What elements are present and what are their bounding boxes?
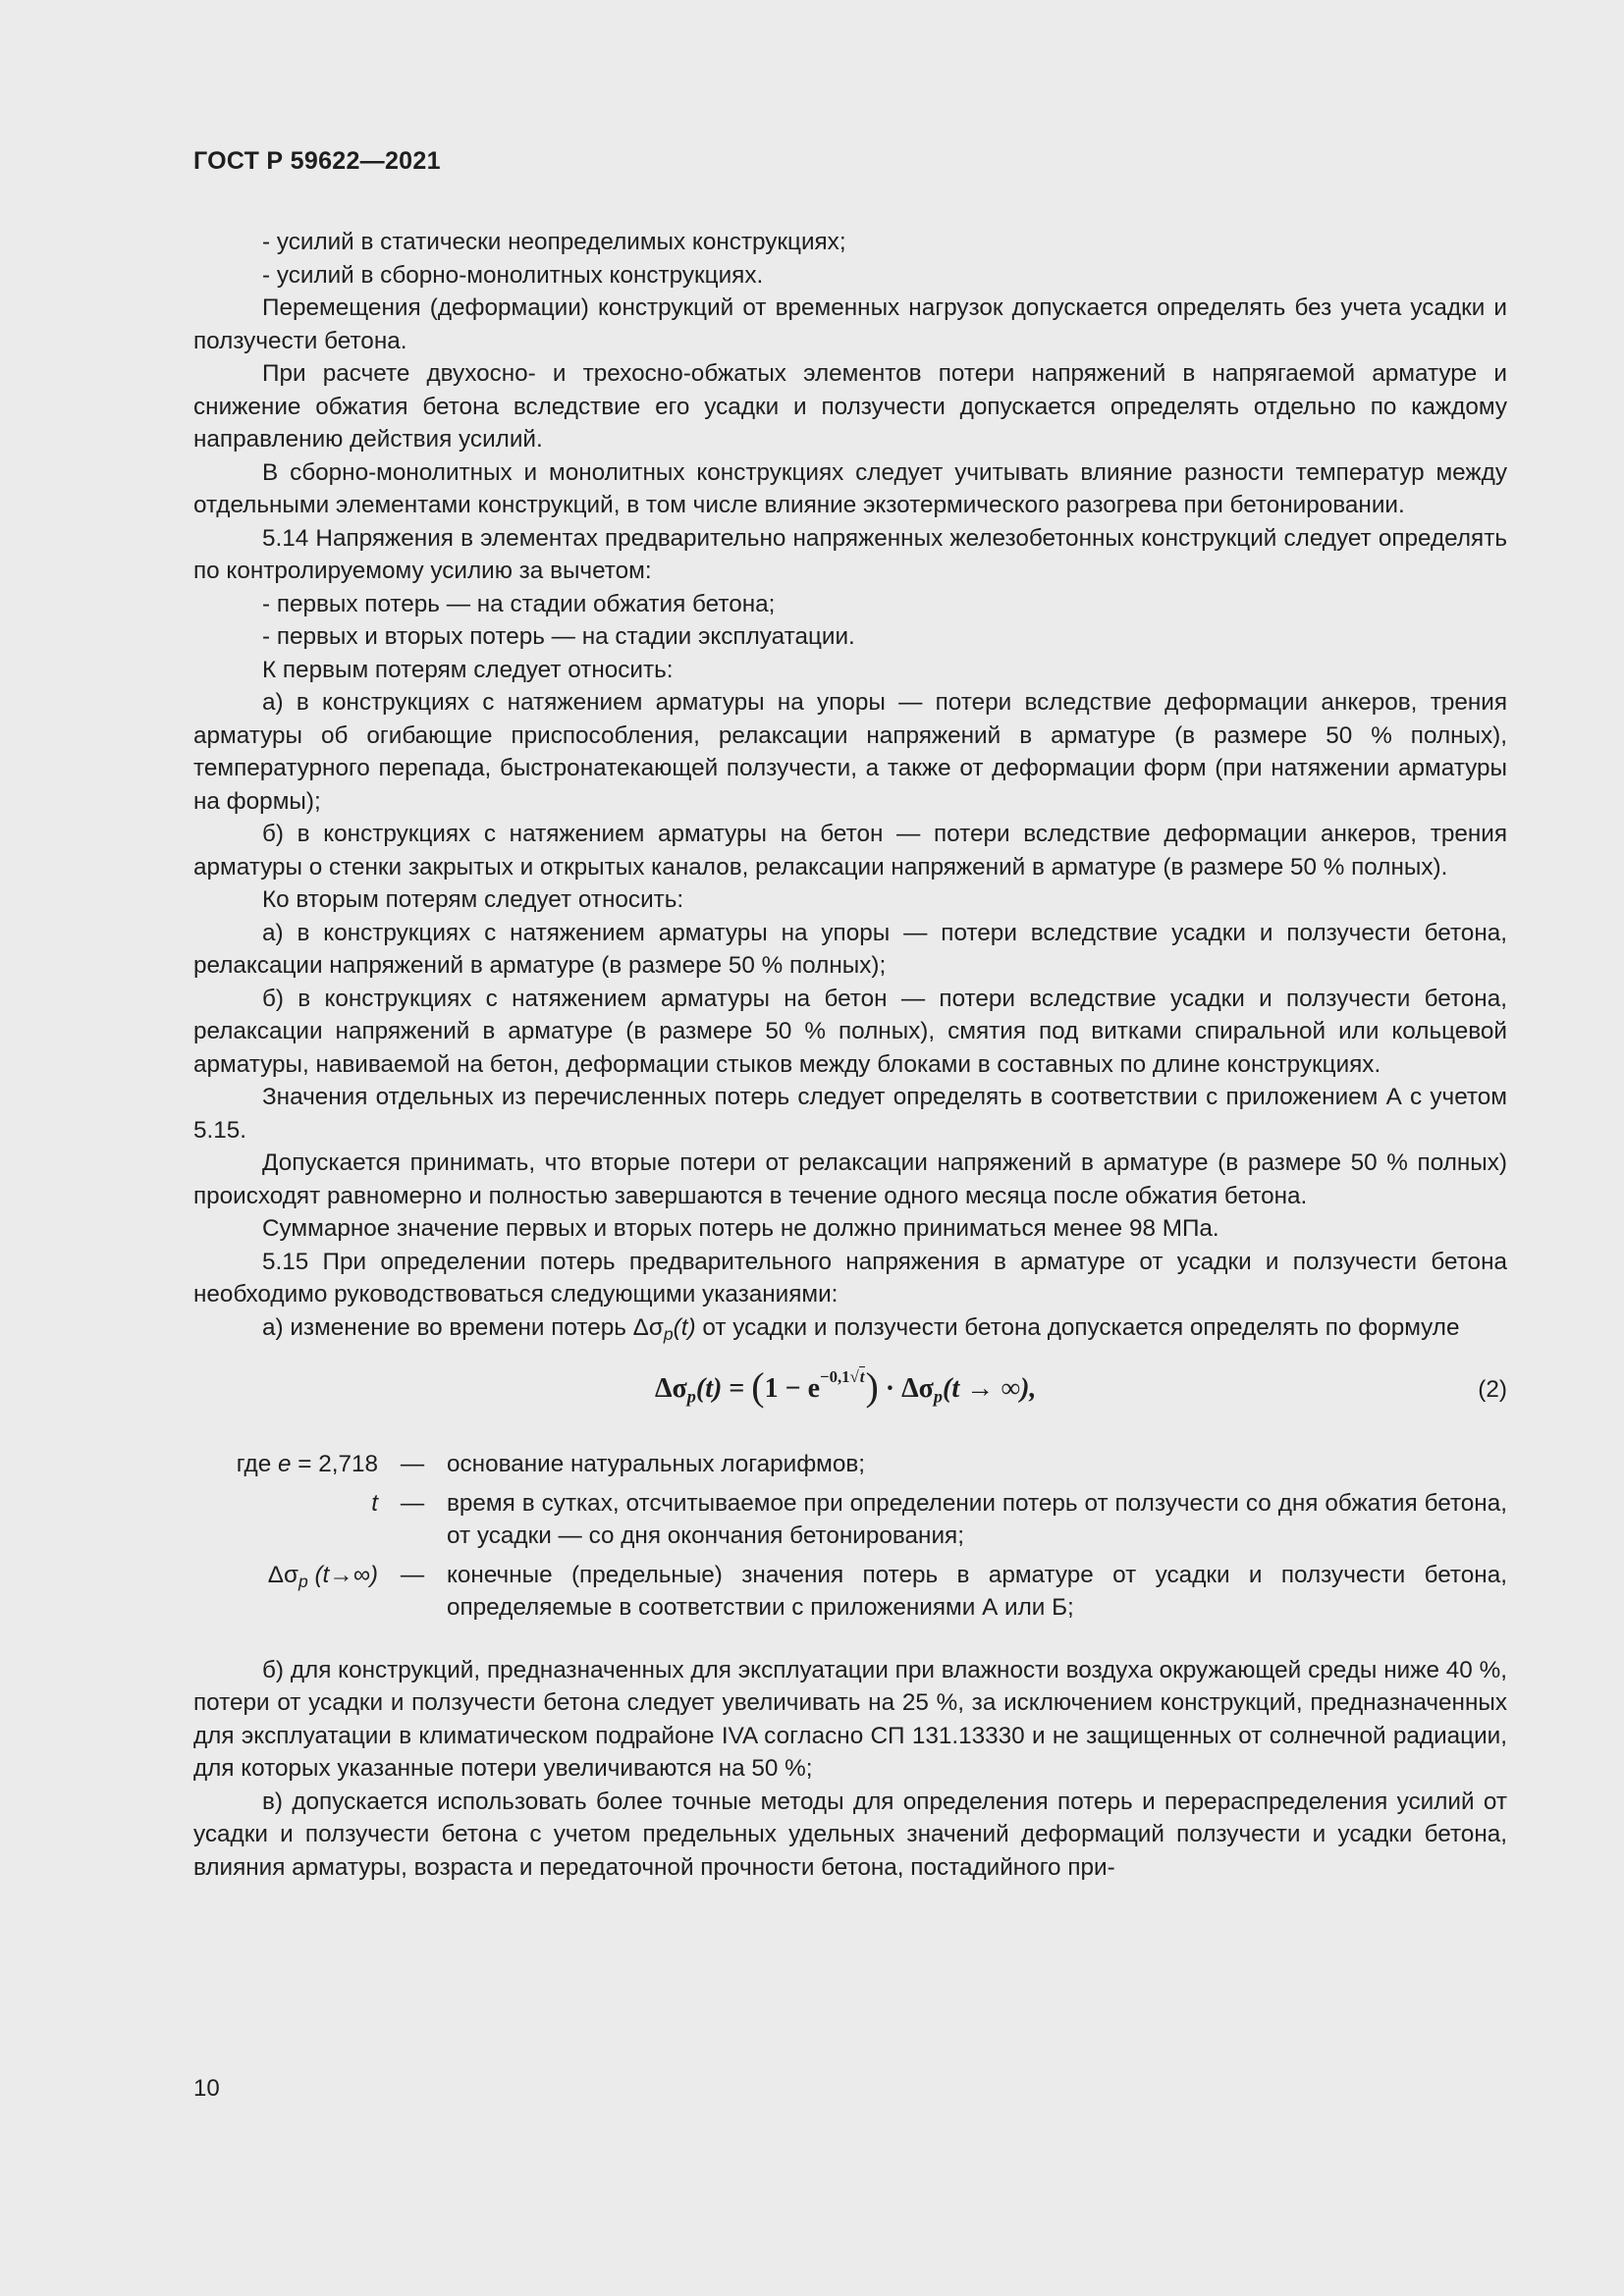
term-text: = 2,718 — [291, 1451, 378, 1477]
formula-2 — [655, 1364, 1037, 1409]
term-italic: e — [277, 1451, 292, 1477]
paragraph: К первым потерям следует относить: — [262, 656, 674, 683]
formula-subscript: p — [933, 1386, 943, 1407]
paragraph: а) в конструкциях с натяжением арматуры на упоры — потери вследствие деформации анкеров, трения арматуры об огибающие приспособления, релаксации напряжений в арматуре (в размере 50 % полных), температурного перепада, быстронатекающей ползучести, а также от деформации форм (при натяжении арматуры на формы); — [193, 689, 1507, 815]
formula-lhs: Δσ — [655, 1373, 687, 1404]
formula-exponent — [820, 1366, 865, 1386]
paragraph: 5.15 При определении потерь предварительного напряжения в арматуре от усадки и ползучести бетона необходимо руководствоваться следующими указаниями: — [193, 1248, 1507, 1308]
definition-dash: — — [400, 1561, 425, 1588]
definition-term — [193, 1487, 378, 1521]
formula-times: · Δσ — [878, 1373, 934, 1404]
formula-number: (2) — [1478, 1376, 1507, 1403]
term-text: Δσ — [267, 1561, 298, 1588]
paragraph: - первых и вторых потерь — на стадии эксплуатации. — [262, 623, 855, 650]
definition-description: конечные (предельные) значения потерь в арматуре от усадки и ползучести бетона, определяемые в соответствии с приложениями А или Б; — [447, 1561, 1507, 1621]
italic-segment: (t) — [673, 1313, 696, 1341]
paragraph-a-formula-intro — [193, 1311, 1507, 1345]
term-italic: (t→∞) — [307, 1561, 378, 1588]
left-paren: ( — [751, 1364, 765, 1409]
definition-description: основание натуральных логарифмов; — [447, 1451, 866, 1477]
definition-row — [193, 1448, 1507, 1481]
paragraph: - первых потерь — на стадии обжатия бетона; — [262, 590, 776, 617]
formula-equals: = — [722, 1373, 752, 1404]
formula-block — [193, 1350, 1507, 1434]
document-header: ГОСТ Р 59622—2021 — [193, 147, 441, 175]
definition-row — [193, 1487, 1507, 1553]
term-italic: t — [371, 1489, 378, 1517]
paragraph: в) допускается использовать более точные методы для определения потерь и перераспределения усилий от усадки и ползучести бетона с учетом предельных удельных значений деформаций ползучести и усадки бетона, влияния арматуры, возраста и передаточной прочности бетона, постадийного при- — [193, 1788, 1507, 1881]
definition-row — [193, 1559, 1507, 1625]
page-number: 10 — [193, 2075, 220, 2102]
paragraphs-after — [193, 1654, 1507, 1885]
formula-argument: (t → ∞), — [943, 1373, 1037, 1404]
paragraph: В сборно-монолитных и монолитных конструкциях следует учитывать влияние разности температур между отдельными элементами конструкций, в том числе влияние экзотермического разогрева при бетонировании. — [193, 458, 1507, 518]
page-body — [193, 226, 1507, 1884]
definitions-list — [193, 1448, 1507, 1625]
exponent-coefficient: −0,1 — [820, 1366, 850, 1386]
paragraph: б) для конструкций, предназначенных для эксплуатации при влажности воздуха окружающей среды ниже 40 %, потери от усадки и ползучести бетона следует увеличивать на 25 %, за исключением конструкций, предназначенных для эксплуатации в климатическом подрайоне IVA согласно СП 131.13330 и не защищенных от солнечной радиации, для которых указанные потери увеличиваются на 50 %; — [193, 1656, 1507, 1782]
formula-argument: (t) — [695, 1373, 723, 1404]
sqrt-icon: √ — [849, 1366, 859, 1386]
paragraph: - усилий в сборно-монолитных конструкциях. — [262, 261, 764, 289]
paragraph: Ко вторым потерям следует относить: — [262, 886, 684, 913]
definition-dash: — — [400, 1489, 425, 1517]
paragraphs-before — [193, 226, 1507, 1311]
term-subscript: p — [298, 1571, 308, 1591]
formula-one-minus-e: 1 − e — [764, 1373, 821, 1404]
paragraph: Значения отдельных из перечисленных потерь следует определять в соответствии с приложением А с учетом 5.15. — [193, 1084, 1507, 1144]
definition-dash: — — [400, 1451, 425, 1477]
paragraph: Допускается принимать, что вторые потери от релаксации напряжений в арматуре (в размере 50 % полных) происходят равномерно и полностью завершаются в течение одного месяца после обжатия бетона. — [193, 1149, 1507, 1209]
definition-description: время в сутках, отсчитываемое при определении потерь от ползучести со дня обжатия бетона, от усадки — со дня окончания бетонирования; — [447, 1489, 1507, 1549]
subscript: p — [663, 1323, 674, 1344]
paragraph: - усилий в статически неопределимых конструкциях; — [262, 229, 846, 255]
paragraph: а) в конструкциях с натяжением арматуры на упоры — потери вследствие усадки и ползучести бетона, релаксации напряжений в арматуре (в размере 50 % полных); — [193, 919, 1507, 979]
definition-term — [193, 1448, 378, 1481]
paragraph: 5.14 Напряжения в элементах предварительно напряженных железобетонных конструкций следует определять по контролируемому усилию за вычетом: — [193, 524, 1507, 584]
radicand: t — [859, 1366, 865, 1386]
right-paren: ) — [865, 1364, 879, 1409]
paragraph: Перемещения (деформации) конструкций от временных нагрузок допускается определять без учета усадки и ползучести бетона. — [193, 294, 1507, 354]
paragraph: Суммарное значение первых и вторых потерь не должно приниматься менее 98 МПа. — [262, 1215, 1219, 1242]
term-text: где — [236, 1451, 278, 1477]
definition-term — [193, 1559, 378, 1592]
paragraph: б) в конструкциях с натяжением арматуры на бетон — потери вследствие усадки и ползучести бетона, релаксации напряжений в арматуре (в размере 50 % полных), смятия под витками спиральной или кольцевой арматуры, навиваемой на бетон, деформации стыков между блоками в составных по длине конструкциях. — [193, 985, 1507, 1078]
formula-subscript: p — [686, 1386, 696, 1407]
paragraph: б) в конструкциях с натяжением арматуры на бетон — потери вследствие деформации анкеров, трения арматуры о стенки закрытых и открытых каналов, релаксации напряжений в арматуре (в размере 50 % полных). — [193, 821, 1507, 881]
text-segment: а) изменение во времени потерь Δσ — [262, 1313, 664, 1341]
paragraph: При расчете двухосно- и трехосно-обжатых элементов потери напряжений в напрягаемой арматуре и снижение обжатия бетона вследствие его усадки и ползучести допускается определять отдельно по каждому направлению действия усилий. — [193, 360, 1507, 453]
text-segment: от усадки и ползучести бетона допускается определять по формуле — [695, 1313, 1460, 1341]
